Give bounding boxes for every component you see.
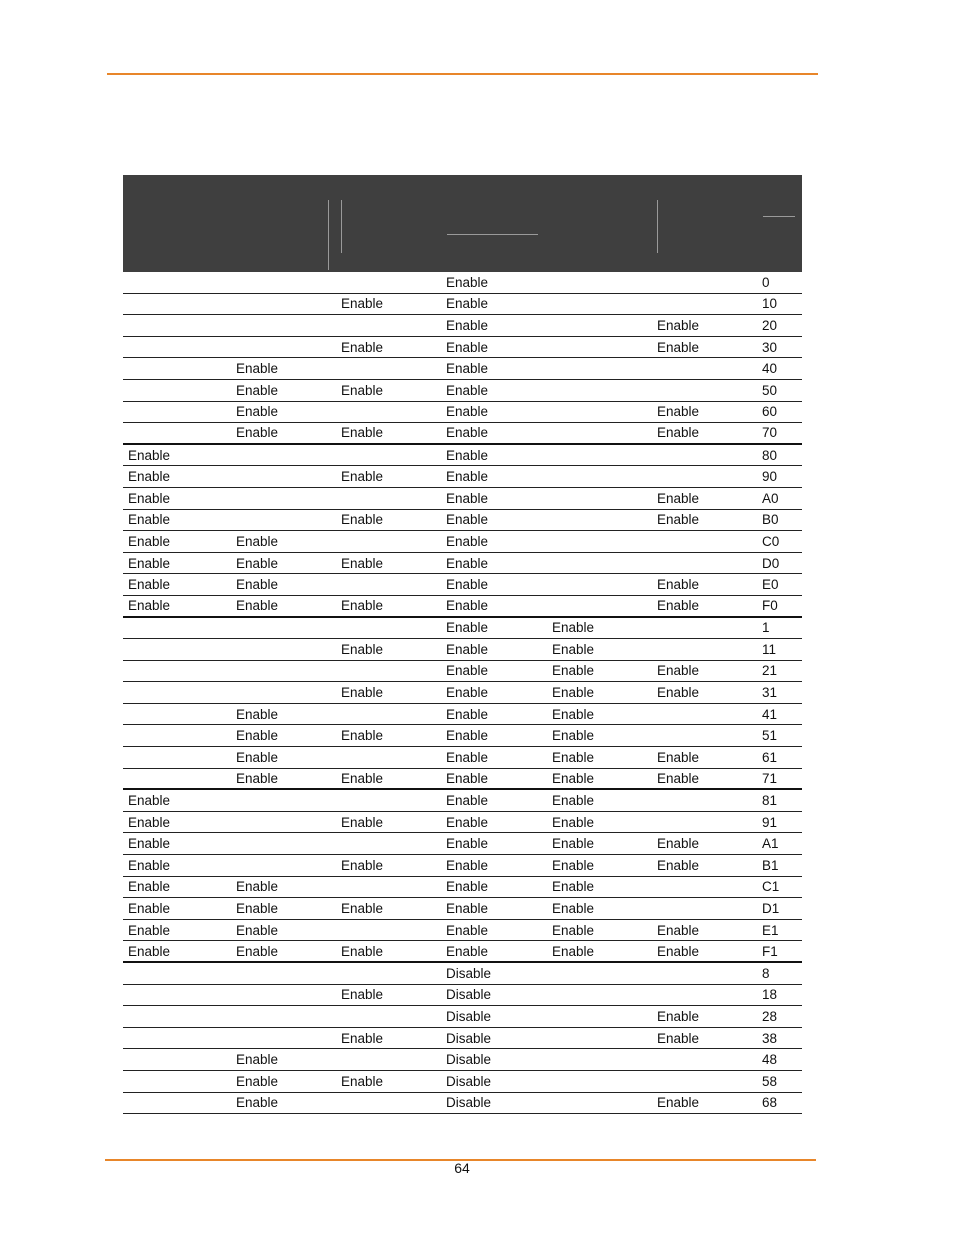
table-cell: Enable [236,943,279,959]
table-row [123,402,802,424]
table-cell: Enable [341,296,384,312]
table-cell: Enable [657,836,700,852]
table-cell: Enable [341,1073,384,1089]
table-cell: Enable [446,728,489,744]
table-row [123,855,802,877]
table-cell: Enable [341,814,384,830]
table-cell: Enable [446,339,489,355]
table-row [123,639,802,661]
table-cell: 11 [762,641,777,657]
table-cell: Enable [128,814,171,830]
table-cell: Enable [128,555,171,571]
table-cell: Enable [341,469,384,485]
table-cell: Enable [657,339,700,355]
table-row [123,963,802,985]
table-row [123,315,802,337]
table-cell: Enable [657,749,700,765]
table-cell: C0 [762,533,780,549]
header-divider [657,200,658,253]
table-cell: Enable [341,770,384,786]
header-divider [341,200,342,253]
header-divider [447,234,538,235]
table-cell: Enable [446,447,489,463]
table-cell: Enable [236,598,279,614]
table-cell: Enable [128,490,171,506]
table-cell: Enable [341,943,384,959]
table-cell: 0 [762,274,770,290]
table-cell: Enable [128,598,171,614]
table-cell: Enable [657,1008,700,1024]
table-cell: Enable [446,425,489,441]
table-cell: Enable [657,404,700,420]
table-row [123,618,802,640]
table-cell: Enable [341,339,384,355]
table-cell: Enable [446,296,489,312]
table-row [123,1093,802,1115]
table-cell: Disable [446,1030,492,1046]
table-row [123,1006,802,1028]
table-cell: Enable [446,814,489,830]
table-row [123,725,802,747]
table-cell: 90 [762,469,778,485]
table-cell: Enable [657,663,700,679]
table-cell: Enable [446,512,489,528]
table-cell: Enable [446,317,489,333]
table-cell: 40 [762,361,778,377]
table-cell: 28 [762,1008,778,1024]
table-row [123,531,802,553]
table-row [123,704,802,726]
table-cell: Disable [446,1095,492,1111]
table-cell: Enable [552,770,595,786]
table-cell: Enable [341,555,384,571]
table-cell: D0 [762,555,780,571]
table-cell: Enable [446,490,489,506]
table-cell: 8 [762,965,770,981]
table-cell: Enable [128,857,171,873]
table-cell: Enable [128,469,171,485]
table-row [123,272,802,294]
settings-table [123,175,802,1114]
page-number: 64 [454,1160,470,1176]
table-row [123,920,802,942]
table-row [123,553,802,575]
table-cell: Enable [552,879,595,895]
table-cell: Enable [657,512,700,528]
table-cell: 71 [762,770,778,786]
table-header [123,175,802,272]
table-cell: Enable [236,361,279,377]
table-row [123,1049,802,1071]
table-row [123,833,802,855]
table-cell: B0 [762,512,779,528]
table-cell: Enable [657,577,700,593]
table-cell: Enable [128,533,171,549]
table-cell: Enable [236,901,279,917]
table-cell: 20 [762,317,778,333]
table-cell: E0 [762,577,779,593]
table-cell: 68 [762,1095,778,1111]
table-cell: E1 [762,922,779,938]
table-cell: Enable [341,512,384,528]
table-cell: Enable [341,987,384,1003]
table-cell: Enable [446,770,489,786]
table-cell: Disable [446,965,492,981]
table-row [123,337,802,359]
table-cell: Enable [128,943,171,959]
table-cell: F0 [762,598,778,614]
table-cell: Enable [236,425,279,441]
table-cell: Enable [128,512,171,528]
table-cell: Enable [552,663,595,679]
table-cell: Disable [446,987,492,1003]
table-row [123,358,802,380]
table-row [123,769,802,791]
table-cell: Enable [446,836,489,852]
table-cell: Enable [552,857,595,873]
table-cell: Enable [552,749,595,765]
table-cell: Enable [657,1030,700,1046]
table-cell: Enable [128,901,171,917]
table-cell: Enable [657,425,700,441]
table-cell: 1 [762,620,770,636]
table-cell: Enable [341,641,384,657]
header-divider [763,216,795,217]
table-cell: Enable [341,857,384,873]
table-cell: Enable [446,879,489,895]
table-cell: Enable [552,943,595,959]
table-cell: Enable [341,382,384,398]
table-cell: Enable [236,555,279,571]
table-cell: Enable [341,728,384,744]
table-cell: Enable [236,404,279,420]
table-cell: Enable [341,685,384,701]
table-cell: 50 [762,382,778,398]
table-cell: Enable [657,770,700,786]
table-row [123,661,802,683]
table-cell: Enable [236,749,279,765]
table-row [123,294,802,316]
table-cell: A0 [762,490,779,506]
table-cell: D1 [762,901,780,917]
table-cell: Enable [657,857,700,873]
table-cell: 70 [762,425,778,441]
table-cell: Enable [552,814,595,830]
table-cell: Enable [446,706,489,722]
table-cell: 61 [762,749,778,765]
table-cell: Enable [552,901,595,917]
table-cell: Enable [657,317,700,333]
table-cell: 10 [762,296,778,312]
table-row [123,682,802,704]
table-cell: Enable [657,685,700,701]
table-cell: Enable [446,361,489,377]
table-row [123,877,802,899]
table-cell: 58 [762,1073,778,1089]
table-row [123,747,802,769]
table-cell: Enable [657,1095,700,1111]
table-cell: Enable [236,728,279,744]
table-cell: Enable [657,490,700,506]
table-cell: 51 [762,728,778,744]
header-rule [107,73,818,75]
table-cell: Enable [236,1095,279,1111]
table-cell: Enable [446,641,489,657]
table-cell: F1 [762,943,778,959]
table-cell: Enable [236,770,279,786]
table-cell: 81 [762,793,778,809]
table-cell: Enable [128,879,171,895]
table-cell: 41 [762,706,778,722]
table-cell: Enable [128,836,171,852]
table-cell: Enable [236,382,279,398]
table-cell: Enable [128,922,171,938]
table-cell: Enable [657,922,700,938]
table-cell: Enable [552,685,595,701]
table-cell: C1 [762,879,780,895]
table-cell: Enable [236,1052,279,1068]
table-cell: 91 [762,814,778,830]
table-cell: Enable [446,577,489,593]
table-row [123,985,802,1007]
table-row [123,423,802,445]
table-body [123,272,802,1114]
table-cell: Enable [128,447,171,463]
table-cell: Enable [552,728,595,744]
table-row [123,445,802,467]
table-cell: Enable [446,555,489,571]
table-cell: Enable [446,469,489,485]
table-cell: Enable [446,922,489,938]
table-cell: Enable [552,793,595,809]
table-cell: B1 [762,857,779,873]
table-row [123,466,802,488]
table-cell: Enable [446,620,489,636]
table-cell: Enable [236,922,279,938]
table-cell: Enable [446,404,489,420]
table-row [123,790,802,812]
table-cell: Enable [657,943,700,959]
table-cell: Enable [446,533,489,549]
table-cell: 30 [762,339,778,355]
table-cell: Enable [341,901,384,917]
table-cell: 48 [762,1052,778,1068]
table-cell: 60 [762,404,778,420]
table-row [123,488,802,510]
table-row [123,812,802,834]
table-row [123,574,802,596]
table-row [123,596,802,618]
table-row [123,898,802,920]
table-cell: Enable [236,1073,279,1089]
table-cell: Enable [552,836,595,852]
table-cell: Enable [446,793,489,809]
table-cell: Enable [446,685,489,701]
table-cell: Enable [446,663,489,679]
table-cell: Enable [552,620,595,636]
table-cell: Enable [657,598,700,614]
table-cell: 80 [762,447,778,463]
table-cell: Enable [236,533,279,549]
table-cell: Enable [341,1030,384,1046]
table-cell: Enable [341,598,384,614]
table-cell: Enable [446,943,489,959]
table-row [123,941,802,963]
table-cell: Enable [236,879,279,895]
table-cell: 38 [762,1030,778,1046]
table-row [123,1071,802,1093]
table-row [123,510,802,532]
header-divider [328,200,329,270]
table-cell: Enable [128,793,171,809]
table-cell: 21 [762,663,778,679]
table-cell: A1 [762,836,779,852]
table-cell: Enable [446,274,489,290]
table-cell: Enable [446,598,489,614]
table-cell: Enable [552,641,595,657]
table-cell: Enable [128,577,171,593]
table-row [123,380,802,402]
table-cell: Enable [446,857,489,873]
table-cell: Disable [446,1008,492,1024]
table-cell: Enable [446,382,489,398]
table-cell: 18 [762,987,778,1003]
table-cell: Disable [446,1052,492,1068]
table-cell: Enable [341,425,384,441]
table-cell: Enable [446,901,489,917]
table-cell: Enable [552,922,595,938]
table-cell: Disable [446,1073,492,1089]
table-cell: Enable [552,706,595,722]
table-cell: Enable [236,577,279,593]
table-row [123,1028,802,1050]
table-cell: Enable [446,749,489,765]
table-cell: 31 [762,685,778,701]
table-cell: Enable [236,706,279,722]
